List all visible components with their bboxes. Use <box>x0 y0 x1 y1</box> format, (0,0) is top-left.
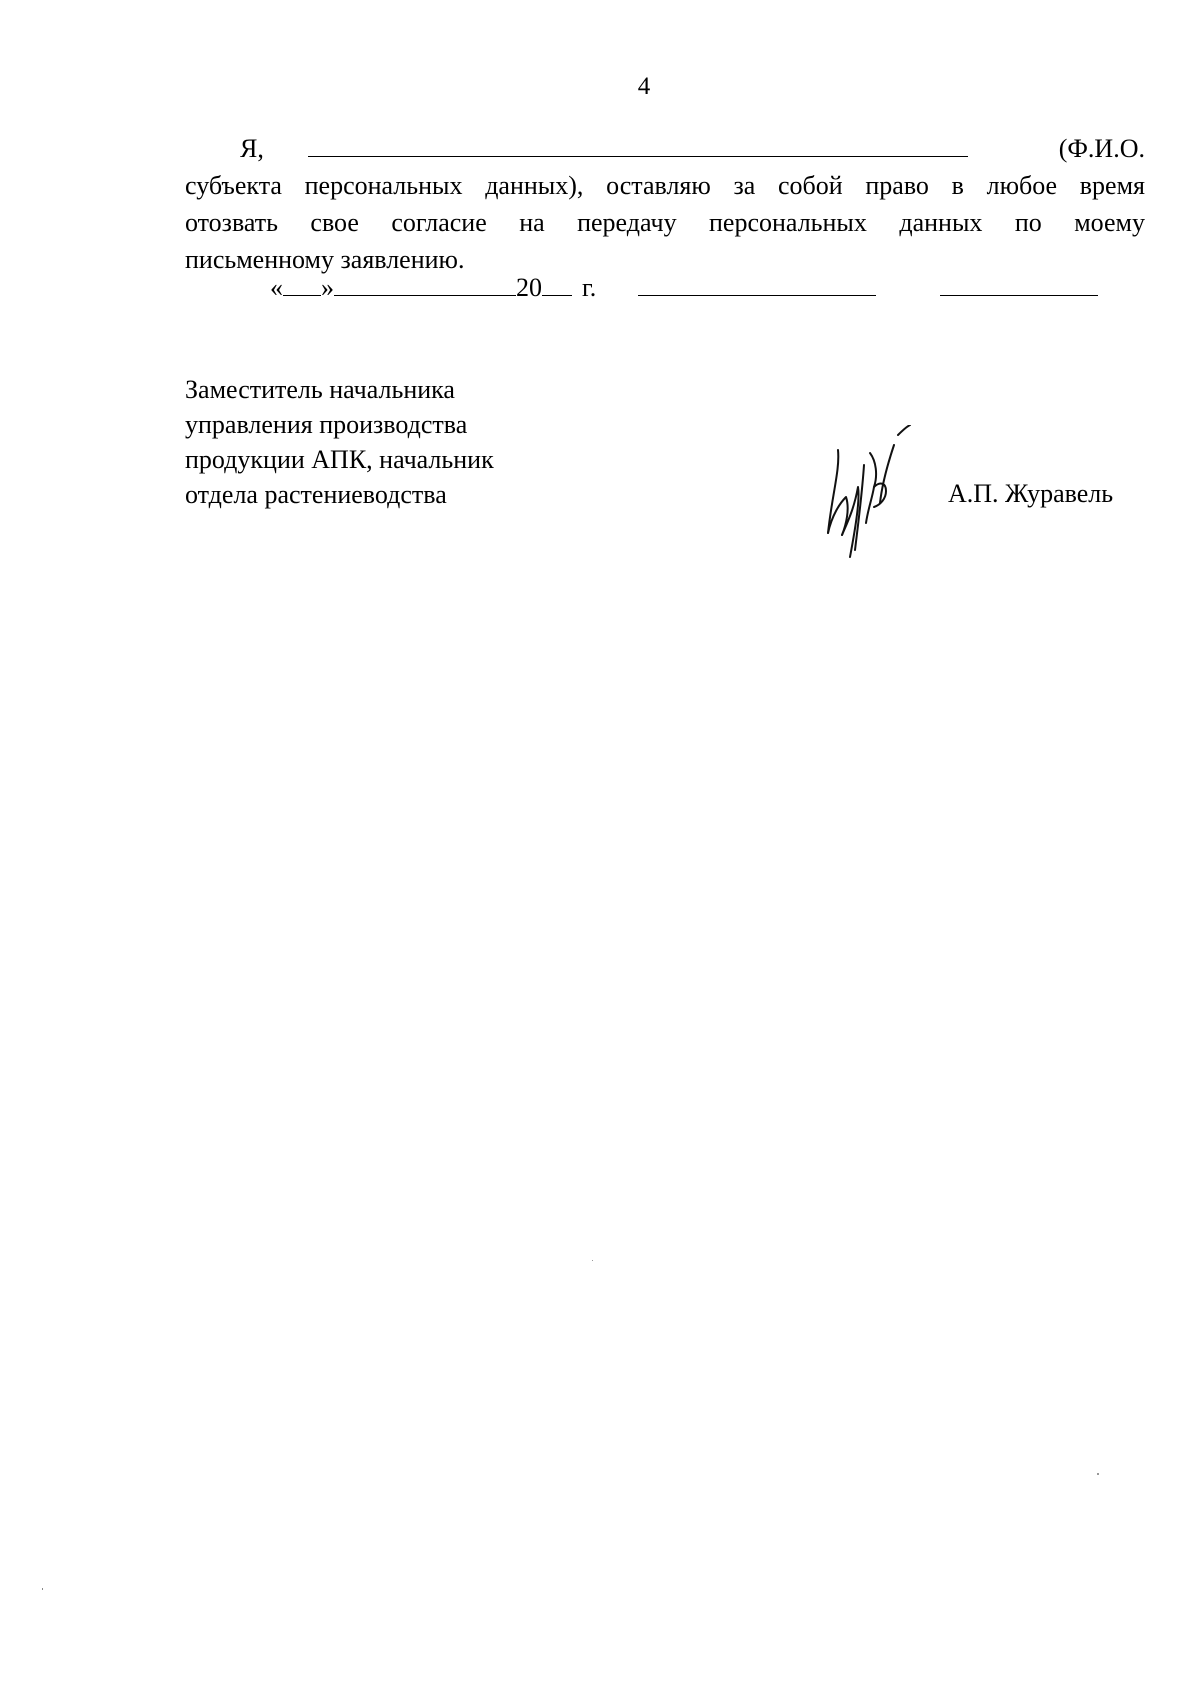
signature-blank-field <box>638 269 876 296</box>
month-blank-field <box>334 269 516 296</box>
signatory-position <box>185 372 494 512</box>
fio-blank-field <box>308 130 968 157</box>
consent-line-2: субъекта персональных данных), оставляю за собой право в любое время <box>185 171 1145 200</box>
close-quote: » <box>321 273 334 302</box>
consent-line-4: письменному заявлению. <box>185 245 465 274</box>
year-blank-field <box>542 269 572 296</box>
consent-line-3: отозвать свое согласие на передачу персональных данных по моему <box>185 208 1145 237</box>
year-suffix: г. <box>582 273 597 302</box>
scan-speck <box>1097 1473 1099 1475</box>
consent-pronoun: Я, <box>240 134 264 163</box>
date-signature-line <box>270 269 1098 306</box>
page-number: 4 <box>637 73 651 100</box>
year-prefix: 20 <box>516 273 542 302</box>
consent-line-1 <box>185 130 1145 167</box>
name-blank-field <box>940 269 1098 296</box>
position-line: Заместитель начальника <box>185 375 455 404</box>
scan-speck <box>592 1260 593 1261</box>
scan-speck <box>42 1588 43 1590</box>
position-line: продукции АПК, начальник <box>185 445 494 474</box>
signatory-name: А.П. Журавель <box>948 479 1114 508</box>
consent-paragraph <box>185 130 1145 278</box>
position-line: управления производства <box>185 410 468 439</box>
handwritten-signature <box>820 425 930 560</box>
fio-note: (Ф.И.О. <box>1058 134 1145 163</box>
open-quote: « <box>270 273 283 302</box>
position-line: отдела растениеводства <box>185 480 447 509</box>
day-blank-field <box>283 269 321 296</box>
